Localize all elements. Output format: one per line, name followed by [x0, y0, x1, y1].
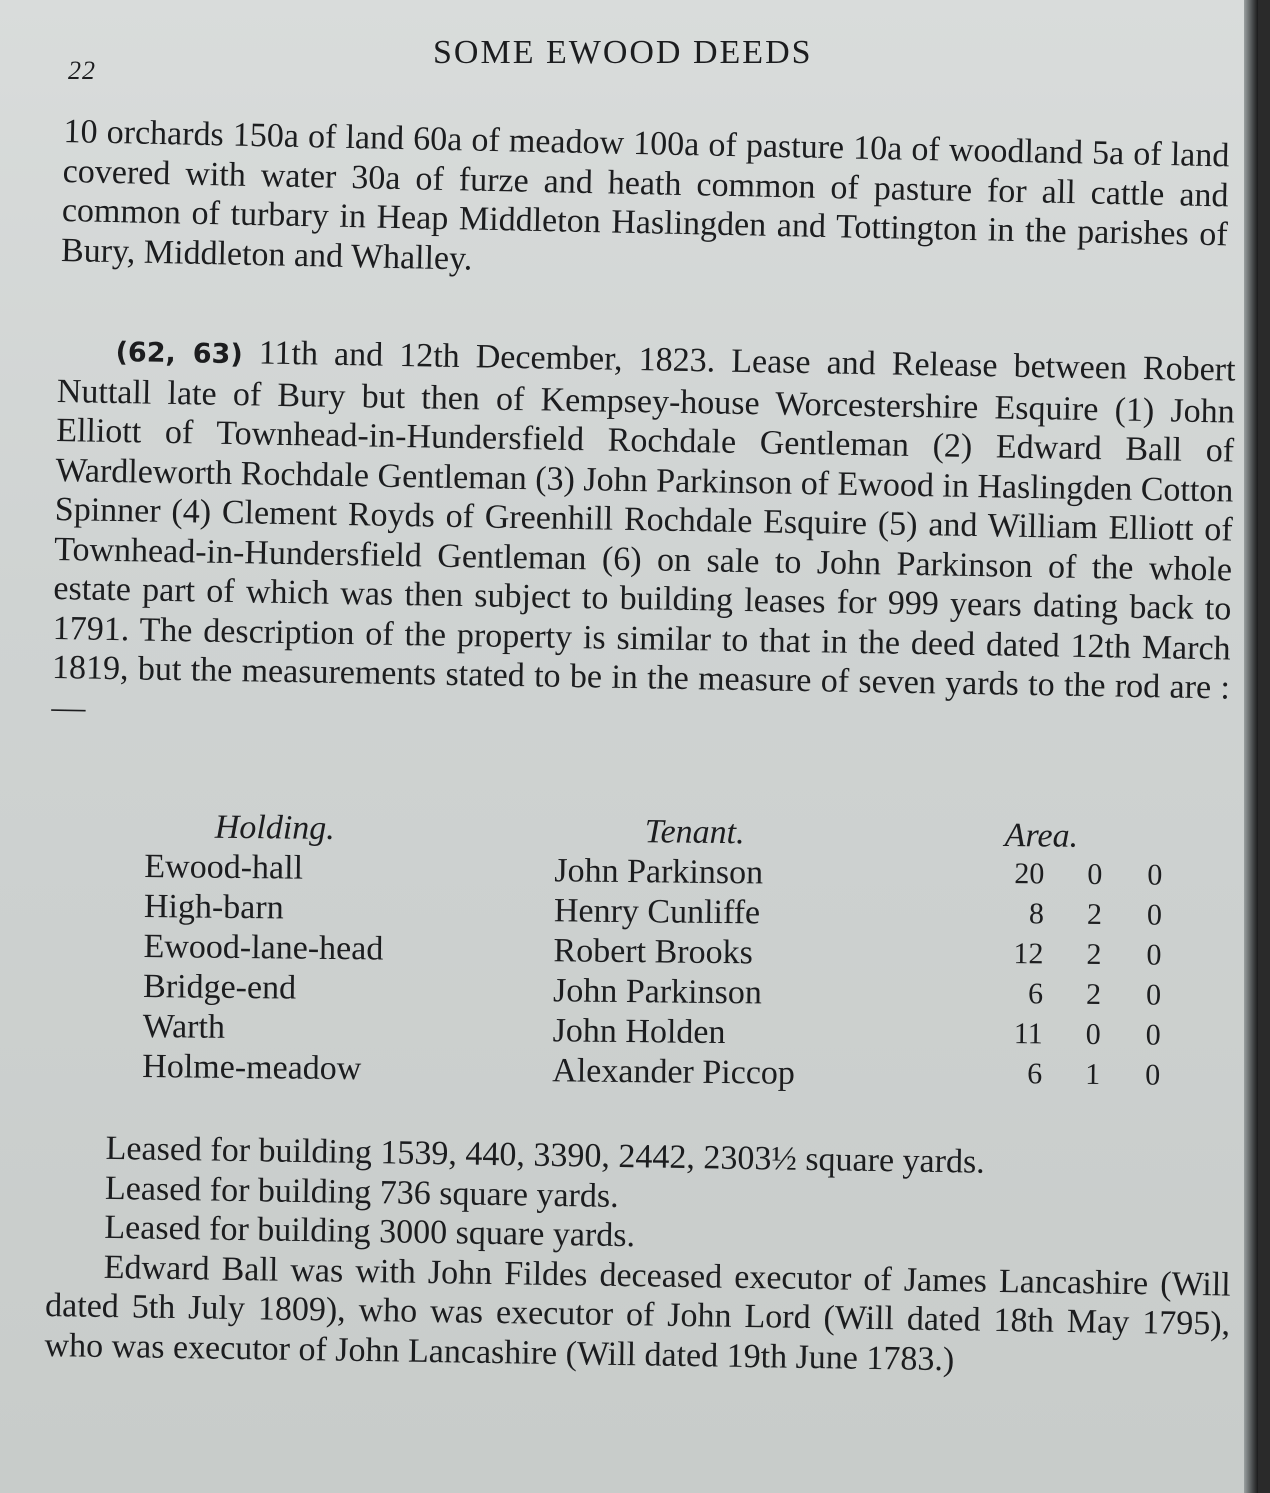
area-roods: 1 [1085, 1057, 1101, 1092]
tenant-name: Henry Cunliffe [553, 892, 761, 932]
area-acres: 11 [1013, 1017, 1043, 1051]
area-acres: 6 [1027, 1057, 1043, 1091]
tenant-name: Alexander Piccop [552, 1052, 796, 1092]
page-gutter-shadow [1244, 0, 1258, 1493]
area-roods: 2 [1086, 897, 1103, 932]
area-acres: 8 [1028, 897, 1045, 931]
closing-paragraph: Edward Ball was with John Fildes deceased executor of James Lancashire (Will dated 5th July 1809), who was executor of John Lord (Will dated 18th May 1795), who was executor of John Lancashire (Will dated 19th June 1783.) [44, 1248, 1231, 1378]
holding-name: Holme-meadow [142, 1047, 362, 1088]
area-roods: 0 [1085, 1017, 1101, 1052]
area-perches: 0 [1146, 938, 1162, 972]
area-roods: 2 [1086, 937, 1102, 972]
area-roods: 0 [1087, 857, 1103, 892]
lease-line: Leased for building 3000 square yards. [104, 1208, 636, 1255]
page-number: 22 [68, 56, 96, 85]
area-acres: 20 [1014, 857, 1045, 891]
continuation-paragraph [61, 112, 1230, 294]
holding-name: Bridge-end [142, 967, 297, 1007]
area-header: Area. [1004, 817, 1079, 855]
area-acres: 12 [1013, 937, 1044, 971]
area-roods: 2 [1085, 977, 1102, 1012]
holding-name: Warth [142, 1007, 226, 1046]
paragraph-text: 10 orchards 150a of land 60a of meadow 100a of pasture 10a of woodland 5a of land covered with water 30a of furze and heath common of pasture for all cattle and common of turbary in Heap Middleton Haslingden and Tottington in the parishes of Bury, Middleton and Whalley. [60, 112, 1230, 278]
holdings-table-body [142, 847, 1163, 1098]
area-perches: 0 [1145, 978, 1162, 1012]
deed-reference: (62, 63) [115, 337, 243, 371]
leases-and-closing [44, 1128, 1233, 1384]
holding-name: Ewood-hall [144, 847, 304, 887]
tenant-name: Robert Brooks [553, 932, 753, 972]
page-header [0, 28, 1258, 85]
holding-name: Ewood-lane-head [143, 927, 384, 968]
tenant-name: John Parkinson [554, 852, 764, 892]
area-perches: 0 [1145, 1058, 1161, 1092]
deed-description: 11th and 12th December, 1823. Lease and Release between Robert Nuttall late of Bury but then of Kempsey-house Worcestershire Esquire (1) John Elliott of Townhead-in-Hundersfield Rochdale Gentleman (2) Edward Ball of Wardleworth Rochdale Gentleman (3) John Parkinson of Ewood in Haslingden Cotton Spinner (4) Clement Royds of Greenhill Rochdale Esquire (5) and William Elliott of Townhead-in-Hundersfield Gentleman (6) on sale to John Parkinson of the whole estate part of which was then subject to building leases for 999 years dating back to 1791. The description of the property is similar to that in the deed dated 12th March 1819, but the measurements stated to be in the measure of seven yards to the rod are :— [51, 334, 1236, 727]
holding-header: Holding. [214, 808, 335, 847]
area-perches: 0 [1146, 898, 1163, 932]
holdings-table [142, 808, 1163, 1098]
tenant-name: John Holden [552, 1012, 726, 1052]
area-acres: 6 [1027, 977, 1044, 1011]
area-perches: 0 [1145, 1018, 1161, 1052]
holding-name: High-barn [143, 887, 284, 927]
running-title: SOME EWOOD DEEDS [433, 34, 813, 71]
deed-entry [51, 330, 1236, 747]
tenant-header: Tenant. [644, 813, 745, 852]
lease-line: Leased for building 1539, 440, 3390, 2442, 2303½ square yards. [105, 1129, 986, 1181]
area-perches: 0 [1147, 858, 1163, 892]
tenant-name: John Parkinson [552, 972, 763, 1012]
lease-line: Leased for building 736 square yards. [104, 1169, 619, 1215]
